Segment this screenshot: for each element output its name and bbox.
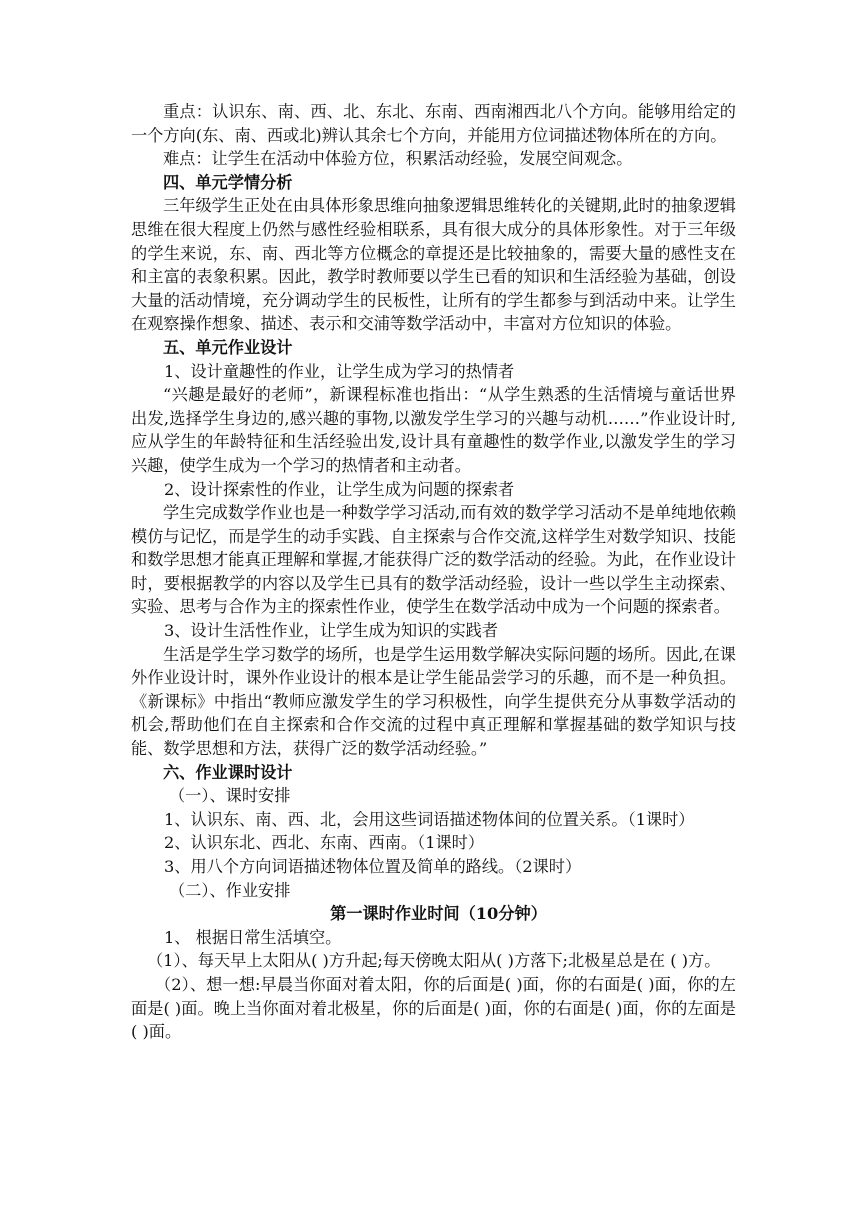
section6-sub2: （二）、作业安排 <box>169 880 291 900</box>
section5-item3-body: 生活是学生学习数学的场所，也是学生运用数学解决实际问题的场所。因此,在课外作业设计时，课外作业设计的根本是让学生能品尝学习的乐趣，而不是一种负担。《新课标》中指出“教师应激发学生的学习积极性，向学生提供充分从事数学活动的机会,帮助他们在自主探索和合作交流的过程中真正理解和掌握基础的数学知识与技能、数学思想和方法，获得广泛的数学活动经验。” <box>131 644 736 759</box>
question-1: 1、 根据日常生活填空。 <box>164 927 342 947</box>
section5-item2-title: 2、设计探索性的作业，让学生成为问题的探索者 <box>164 479 515 499</box>
key-point-paragraph: 重点：认识东、南、西、北、东北、东南、西南湘西北八个方向。能够用给定的一个方向(东、南、西或北)辨认其余七个方向，并能用方位词描述物体所在的方向。 <box>131 102 736 145</box>
section5-item1-body: “兴趣是最好的老师”，新课程标准也指出：“从学生熟悉的生活情境与童话世界出发,选择学生身边的,感兴趣的事物,以激发学生学习的兴趣与动机……”作业设计时,应从学生的年龄特征和生活经验出发,设计具有童趣性的数学作业,以激发学生的学习兴趣，使学生成为一个学习的热情者和主动者。 <box>131 385 736 475</box>
section6-sub1: （一）、课时安排 <box>169 786 291 806</box>
section5-item1-title: 1、设计童趣性的作业，让学生成为学习的热情者 <box>164 361 515 381</box>
lesson-3: 3、用八个方向词语描述物体位置及简单的路线。（2课时） <box>164 857 582 876</box>
homework-title: 第一课时作业时间（10分钟） <box>330 904 547 924</box>
section5-item2-body: 学生完成数学作业也是一种数学学习活动,而有效的数学学习活动不是单纯地依赖模仿与记忆，而是学生的动手实践、自主探索与合作交流,这样学生对数学知识、技能和数学思想才能真正理解和掌握,才能获得广泛的数学活动的经验。为此，在作业设计时，要根据教学的内容以及学生已具有的数学活动经验，设计一些以学生主动探索、实验、思考与合作为主的探索性作业，使学生在数学活动中成为一个问题的探索者。 <box>131 503 736 617</box>
lesson-2: 2、认识东北、西北、东南、西南。（1课时） <box>164 833 485 853</box>
section4-heading: 四、单元学情分析 <box>163 172 293 192</box>
section4-body: 三年级学生正处在由具体形象思维向抽象逻辑思维转化的关键期,此时的抽象逻辑思维在很大程度上仍然与感性经验相联系，具有很大成分的具体形象性。对于三年级的学生来说，东、南、西北等方位概念的章提还是比较抽象的，需要大量的感性支在和主富的表象积累。因此，教学时教师要以学生已看的知识和生活经验为基础，创设大量的活动情境，充分调动学生的民板性，让所有的学生都参与到活动中来。让学生在观察操作想象、描述、表示和交浦等数学活动中，丰富对方位知识的体验。 <box>131 196 736 334</box>
question-1-1: （1）、每天早上太阳从( )方升起;每天傍晚太阳从( )方落下;北极星总是在 ( )方。 <box>147 951 721 971</box>
section5-item3-title: 3、设计生活性作业，让学生成为知识的实践者 <box>164 621 499 641</box>
difficult-point-paragraph: 难点：让学生在活动中体验方位，积累活动经验，发展空间观念。 <box>163 149 633 169</box>
section5-heading: 五、单元作业设计 <box>163 337 293 357</box>
document-page <box>131 100 736 1044</box>
question-1-2: （2）、想一想:早晨当你面对着太阳，你的后面是( )面，你的右面是( )面，你的左面是( )面。晚上当你面对着北极星，你的后面是( )面，你的右面是( )面，你的左面是( )面。 <box>131 974 736 1042</box>
lesson-1: 1、认识东、南、西、北，会用这些词语描述物体间的位置关系。（1课时） <box>164 809 695 829</box>
section6-heading: 六、作业课时设计 <box>163 762 293 782</box>
